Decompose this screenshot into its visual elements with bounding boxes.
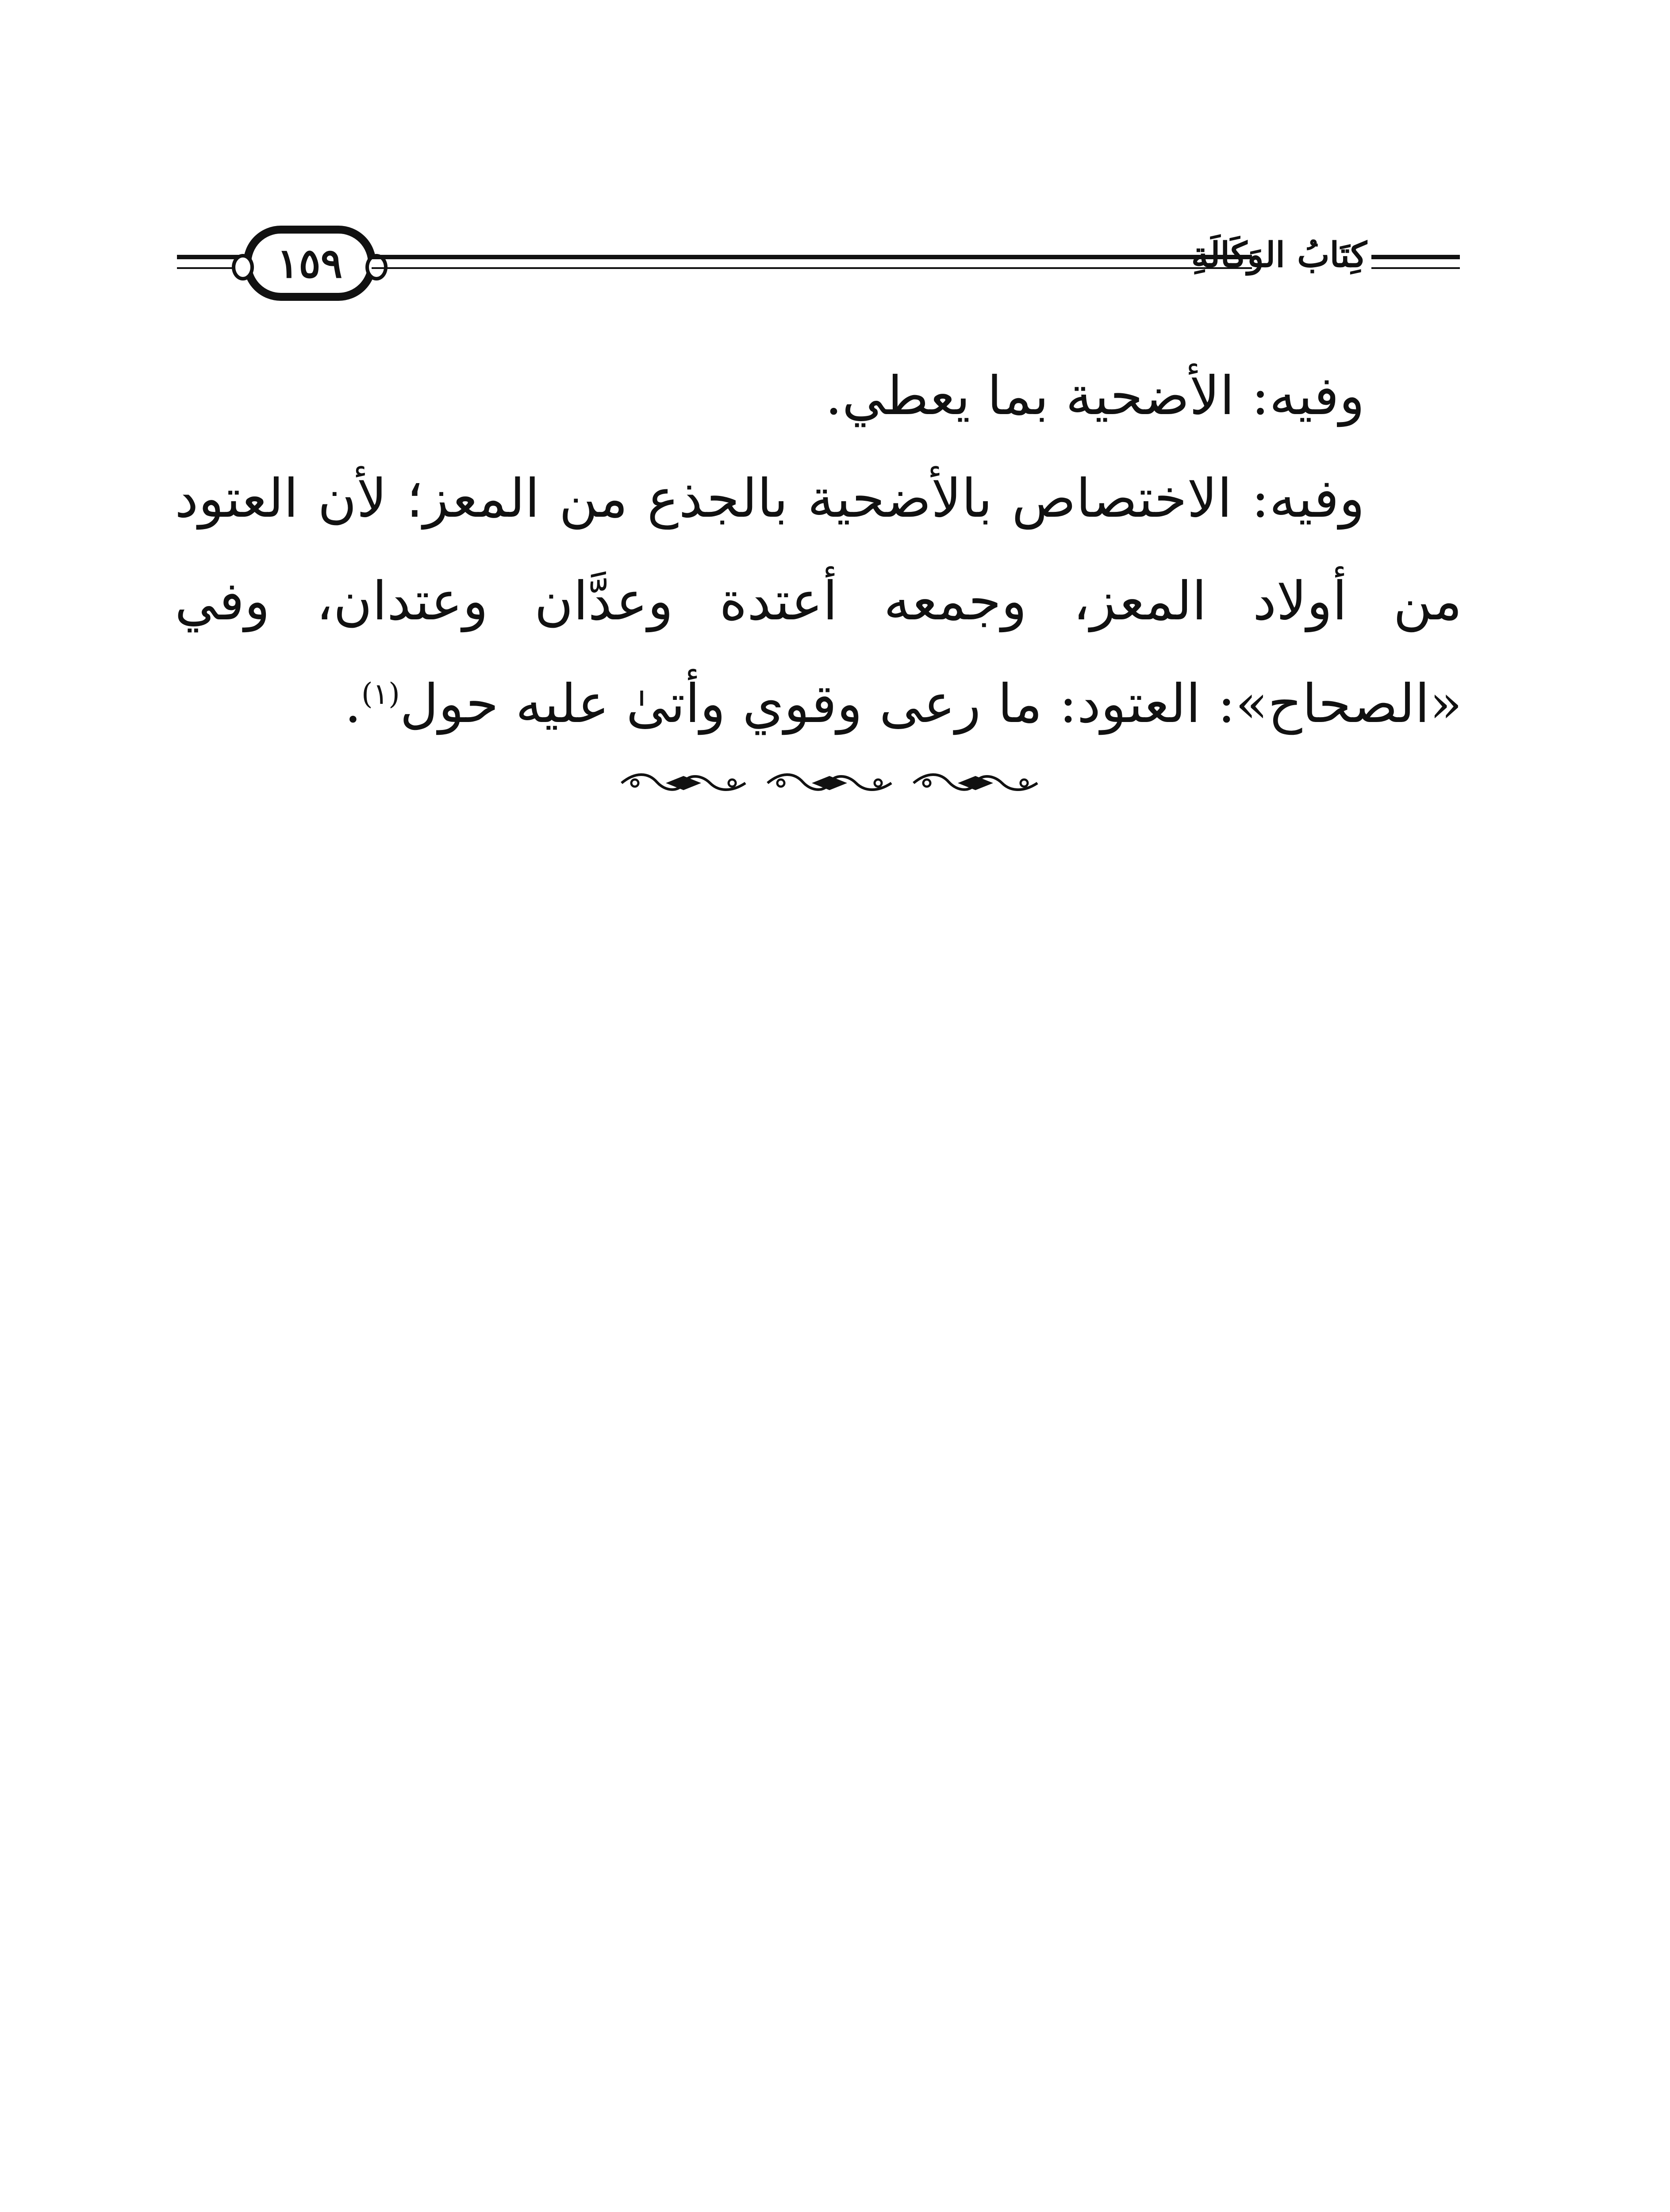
header-rule-right <box>1371 255 1460 269</box>
paragraph <box>175 345 1462 448</box>
page-number-badge <box>243 226 376 301</box>
paragraph-text: وفيه: الأضحية بما يعطي. <box>825 365 1365 427</box>
closing-punctuation: . <box>344 673 361 735</box>
paragraph <box>175 448 1462 756</box>
floral-ornament-icon <box>617 770 750 796</box>
floral-ornament-icon <box>763 770 896 796</box>
floral-divider-icon <box>617 765 1042 801</box>
floral-ornament-icon <box>909 770 1042 796</box>
running-header <box>177 221 1460 314</box>
paragraph-text: وفيه: الاختصاص بالأضحية بالجذع من المعز؛ لأن العتود من أولاد المعز، وجمعه أعتدة وعدَّان وعتدان، وفي «الصحاح»: العتود: ما رعى وقوي وأتىٰ عليه حول <box>175 468 1462 735</box>
header-rule-middle <box>372 255 1252 269</box>
footnote-reference[interactable]: (١) <box>361 677 400 711</box>
main-text <box>175 345 1462 756</box>
running-title: كِتَابُ الوَكَالَةِ <box>1191 235 1367 275</box>
page-number: ١٥٩ <box>276 239 343 287</box>
